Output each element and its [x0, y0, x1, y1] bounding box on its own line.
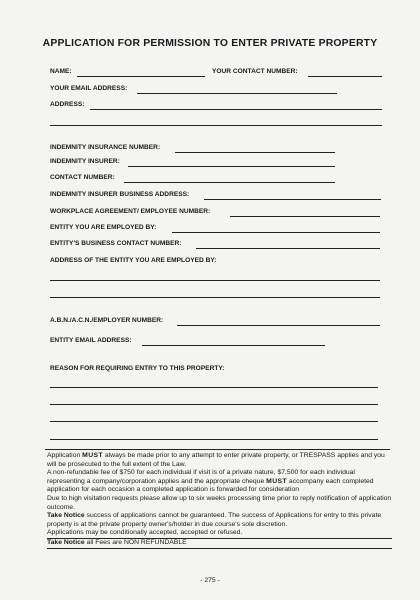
reason-line-1[interactable]	[50, 387, 378, 388]
notice-paragraph-4	[47, 512, 392, 529]
address-field[interactable]	[90, 109, 382, 110]
insurer-address-label: INDEMNITY INSURER BUSINESS ADDRESS:	[50, 191, 190, 198]
form-title: APPLICATION FOR PERMISSION TO ENTER PRIVATE PROPERTY	[42, 38, 378, 49]
indemnity-number-label: INDEMNITY INSURANCE NUMBER:	[50, 144, 161, 151]
notice-paragraph-1	[47, 452, 392, 469]
email-field[interactable]	[137, 93, 337, 94]
entity-address-line-1[interactable]	[50, 280, 380, 281]
take-notice-emphasis: Take Notice	[47, 512, 85, 520]
address-label: ADDRESS:	[50, 101, 85, 108]
must-emphasis: MUST	[82, 452, 103, 459]
indemnity-insurer-field[interactable]	[128, 166, 335, 167]
reason-label: REASON FOR REQUIRING ENTRY TO THIS PROPERTY:	[50, 365, 225, 372]
reason-line-3[interactable]	[50, 421, 378, 422]
notice-text: always be made prior to any attempt to enter private property, or TRESPASS applies and you will be prosecuted to the full extent of the Law.	[47, 452, 385, 468]
notice-text: all Fees are NON REFUNDABLE	[84, 538, 187, 546]
name-label: NAME:	[50, 68, 72, 75]
workplace-label: WORKPLACE AGREEMENT/ EMPLOYEE NUMBER:	[50, 208, 211, 215]
contact-label: CONTACT NUMBER:	[50, 174, 115, 181]
reason-line-4[interactable]	[50, 439, 378, 440]
name-field[interactable]	[77, 76, 205, 77]
indemnity-number-field[interactable]	[175, 152, 335, 153]
entity-employed-label: ENTITY YOU ARE EMPLOYED BY:	[50, 224, 157, 231]
notice-text: Application	[47, 452, 83, 459]
notice-block	[47, 452, 392, 549]
address-field-line-2[interactable]	[50, 125, 382, 126]
take-notice-emphasis: Take Notice	[47, 538, 85, 546]
workplace-field[interactable]	[230, 216, 380, 217]
contact-number-field[interactable]	[308, 76, 382, 77]
entity-contact-label: ENTITY'S BUSINESS CONTACT NUMBER:	[50, 240, 182, 247]
contact-field[interactable]	[124, 182, 335, 183]
notice-paragraph-2	[47, 469, 392, 495]
abn-label: A.B.N./A.C.N./EMPLOYER NUMBER:	[50, 317, 164, 324]
notice-text: accompany each completed application for each occasion a completed application is forwarded for consideration	[47, 477, 374, 494]
notice-text: success of applications cannot be guaranteed. The success of Applications for entry to this private property is at the private property owner's/holder in due course's sole discretion.	[47, 512, 382, 528]
notice-text: A non-refundable fee of $750 for each individual if visit is of a private nature, $7,500 for each individual representing a company/corporation applies and the appropriate cheque	[47, 469, 355, 485]
contact-number-label: YOUR CONTACT NUMBER:	[212, 68, 298, 75]
notice-paragraph-3: Due to high visitation requests please allow up to six weeks processing time prior to reply notification of application outcome.	[47, 494, 392, 511]
entity-employed-field[interactable]	[172, 232, 380, 233]
must-emphasis: MUST	[266, 477, 288, 485]
abn-field[interactable]	[177, 325, 380, 326]
notice-top-rule	[45, 449, 390, 450]
indemnity-insurer-label: INDEMNITY INSURER:	[50, 158, 120, 165]
entity-email-field[interactable]	[142, 345, 325, 346]
notice-paragraph-5: Applications may be conditionally accepted, accepted or refused.	[47, 529, 392, 539]
reason-line-2[interactable]	[50, 404, 378, 405]
email-label: YOUR EMAIL ADDRESS:	[50, 85, 128, 92]
notice-paragraph-6	[47, 539, 392, 549]
entity-contact-field[interactable]	[196, 248, 380, 249]
page-number: - 275 -	[200, 577, 220, 584]
entity-address-line-2[interactable]	[50, 297, 380, 298]
entity-address-label: ADDRESS OF THE ENTITY YOU ARE EMPLOYED BY:	[50, 257, 217, 264]
insurer-address-field[interactable]	[204, 199, 381, 200]
entity-email-label: ENTITY EMAIL ADDRESS:	[50, 337, 132, 344]
